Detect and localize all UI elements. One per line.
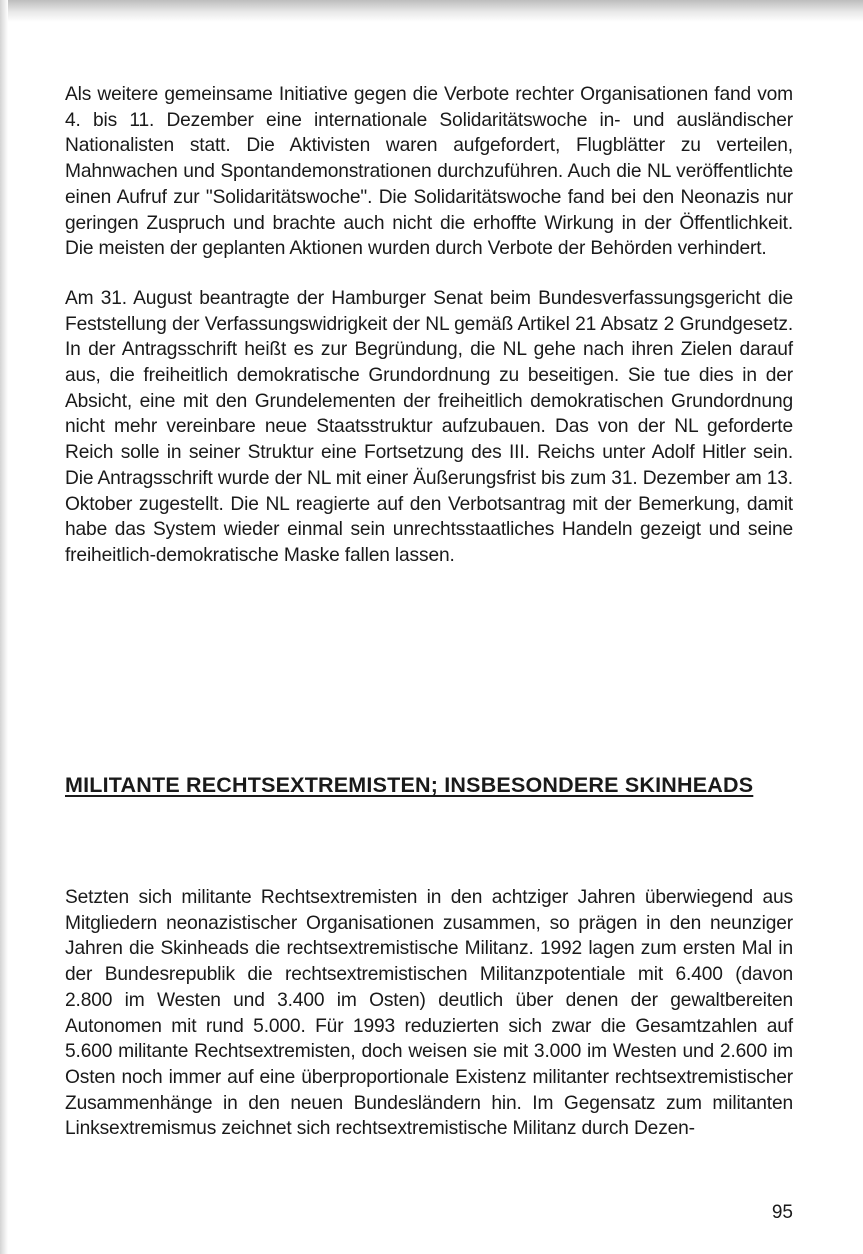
paragraph-skinheads: Setzten sich militante Rechtsextremisten in den achtziger Jahren überwiegend aus Mitgliedern neonazistischer Organisationen zusammen, so prägen in den neunziger Jahren die Skinheads die rechtsextremistische Militanz. 1992 lagen zum ersten Mal in der Bundesrepublik die rechtsextremistischen Militanzpotentiale mit 6.400 (davon 2.800 im Westen und 3.400 im Osten) deutlich über denen der gewaltbereiten Autonomen mit rund 5.000. Für 1993 reduzierten sich zwar die Gesamtzahlen auf 5.600 militante Rechtsextremisten, doch weisen sie mit 3.000 im Westen und 2.600 im Osten noch immer auf eine überproportionale Existenz militanter rechtsextremistischer Zusammenhänge in den neuen Bundesländern hin. Im Gegensatz zum militanten Linksextremismus zeichnet sich rechtsextremistische Militanz durch Dezen- bbox=[65, 887, 793, 1140]
scan-shadow-top bbox=[0, 0, 863, 22]
paragraph-verbotsantrag: Am 31. August beantragte der Hamburger Senat beim Bundesverfassungsgericht die Feststellung der Verfassungswidrigkeit der NL gemäß Artikel 21 Absatz 2 Grundgesetz. In der Antragsschrift heißt es zur Begründung, die NL gehe nach ihren Zielen darauf aus, die freiheitlich demokratische Grundordnung zu beseitigen. Sie tue dies in der Absicht, eine mit den Grundelementen der freiheitlich demokratischen Grundordnung nicht mehr vereinbare neue Staatsstruktur aufzubauen. Das von der NL geforderte Reich solle in seiner Struktur eine Fortsetzung des III. Reichs unter Adolf Hitler sein. Die Antragsschrift wurde der NL mit einer Äußerungsfrist bis zum 31. Dezember am 13. Oktober zugestellt. Die NL reagierte auf den Verbotsantrag mit der Bemerkung, damit habe das System wieder einmal sein unrechtsstaatliches Handeln gezeigt und seine freiheitlich-demokratische Maske fallen lassen. bbox=[65, 287, 793, 566]
text-block-bottom bbox=[65, 885, 793, 1142]
page-number: 95 bbox=[771, 1202, 793, 1223]
scan-shadow-left bbox=[0, 0, 8, 1254]
paragraph-solidaritaetswoche: Als weitere gemeinsame Initiative gegen die Verbote rechter Organisationen fand vom 4. bis 11. Dezember eine internationale Solidaritätswoche in- und ausländischer Nationalisten statt. Die Aktivisten waren aufgefordert, Flugblätter zu verteilen, Mahnwachen und Spontandemonstrationen durchzuführen. Auch die NL veröffentlichte einen Aufruf zur "Solidaritätswoche". Die Solidaritätswoche fand bei den Neonazis nur geringen Zuspruch und brachte auch nicht die erhoffte Wirkung in der Öffentlichkeit. Die meisten der geplanten Aktionen wurden durch Verbote der Behörden verhindert. bbox=[65, 84, 793, 260]
text-block-top bbox=[65, 82, 793, 569]
section-heading: MILITANTE RECHTSEXTREMISTEN; INSBESONDERE SKINHEADS bbox=[65, 773, 754, 797]
